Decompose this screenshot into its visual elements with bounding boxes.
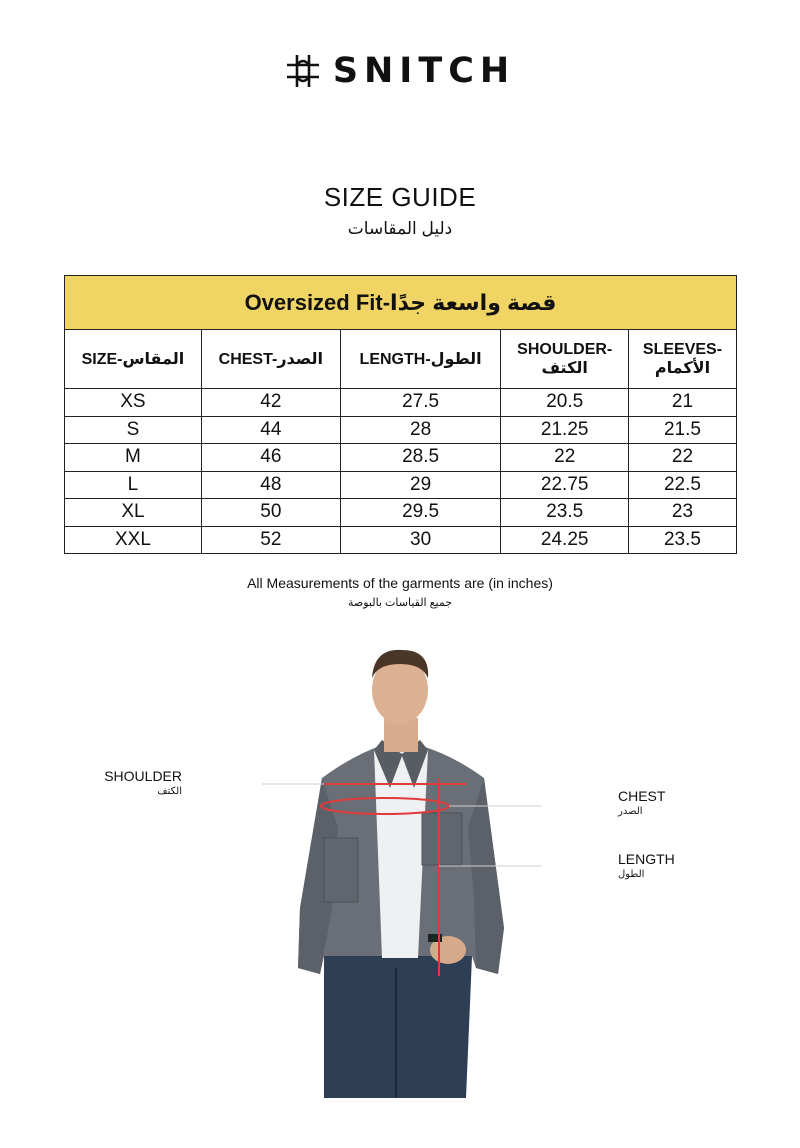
column-header-en: CHEST- [218, 350, 278, 368]
table-row [65, 526, 737, 554]
model-figure [262, 638, 542, 1098]
column-header-length [340, 330, 501, 389]
fit-title-row [65, 276, 737, 330]
measurement-note: All Measurements of the garments are (in inches) [247, 575, 553, 591]
column-header-size [65, 330, 202, 389]
table-cell: 27.5 [340, 389, 501, 417]
table-row [65, 444, 737, 472]
table-cell: XXL [65, 526, 202, 554]
column-header-chest [201, 330, 340, 389]
column-header-ar: الصدر [277, 350, 324, 368]
table-row [65, 471, 737, 499]
length-label [618, 851, 675, 882]
table-cell: 22.75 [501, 471, 629, 499]
table-cell: 44 [201, 416, 340, 444]
column-header-ar: الكتف [541, 360, 588, 377]
table-cell: 22 [501, 444, 629, 472]
table-cell: 20.5 [501, 389, 629, 417]
table-cell: L [65, 471, 202, 499]
brand-name: SNITCH [332, 51, 516, 91]
jeans [324, 956, 472, 1098]
size-table-body [65, 389, 737, 554]
page-title-arabic: دليل المقاسات [347, 219, 453, 238]
table-cell: 22 [628, 444, 736, 472]
chest-label [618, 788, 665, 819]
table-cell: XS [65, 389, 202, 417]
table-cell: S [65, 416, 202, 444]
table-cell: 21 [628, 389, 736, 417]
hashtag-knot-logo-icon [285, 53, 321, 89]
table-row [65, 499, 737, 527]
column-header-en: LENGTH- [359, 350, 431, 368]
column-header-row [65, 330, 737, 389]
table-cell: 52 [201, 526, 340, 554]
column-header-ar: المقاس [122, 350, 185, 368]
column-header-sleeves [628, 330, 736, 389]
table-cell: 29 [340, 471, 501, 499]
table-cell: 24.25 [501, 526, 629, 554]
measurement-note-arabic: جميع القياسات بالبوصة [347, 597, 453, 609]
column-header-ar: الطول [430, 350, 482, 368]
column-header-shoulder [501, 330, 629, 389]
table-cell: 23.5 [501, 499, 629, 527]
table-row [65, 416, 737, 444]
brand-logo [0, 50, 800, 92]
column-header-en: SIZE- [81, 350, 123, 368]
length-label-en: LENGTH [618, 851, 675, 867]
table-cell: 21.5 [628, 416, 736, 444]
table-cell: M [65, 444, 202, 472]
table-cell: 42 [201, 389, 340, 417]
table-cell: 22.5 [628, 471, 736, 499]
column-header-ar: الأكمام [654, 360, 711, 377]
size-table [64, 275, 737, 554]
chest-label-ar: الصدر [618, 806, 643, 817]
page-title: SIZE GUIDE [323, 182, 477, 212]
table-cell: 29.5 [340, 499, 501, 527]
table-cell: 28 [340, 416, 501, 444]
shoulder-label [96, 768, 182, 799]
table-cell: 23.5 [628, 526, 736, 554]
table-cell: XL [65, 499, 202, 527]
length-label-ar: الطول [618, 869, 645, 880]
chest-label-en: CHEST [618, 788, 666, 804]
table-row [65, 389, 737, 417]
shoulder-label-ar: الكتف [157, 786, 182, 797]
column-header-en: SLEEVES- [642, 341, 723, 358]
table-cell: 50 [201, 499, 340, 527]
shoulder-label-en: SHOULDER [104, 768, 182, 784]
table-cell: 30 [340, 526, 501, 554]
table-cell: 48 [201, 471, 340, 499]
table-cell: 46 [201, 444, 340, 472]
table-cell: 21.25 [501, 416, 629, 444]
fit-title: Oversized Fit-قصة واسعة جدًا [65, 276, 737, 330]
table-cell: 28.5 [340, 444, 501, 472]
column-header-en: SHOULDER- [517, 341, 613, 358]
table-cell: 23 [628, 499, 736, 527]
